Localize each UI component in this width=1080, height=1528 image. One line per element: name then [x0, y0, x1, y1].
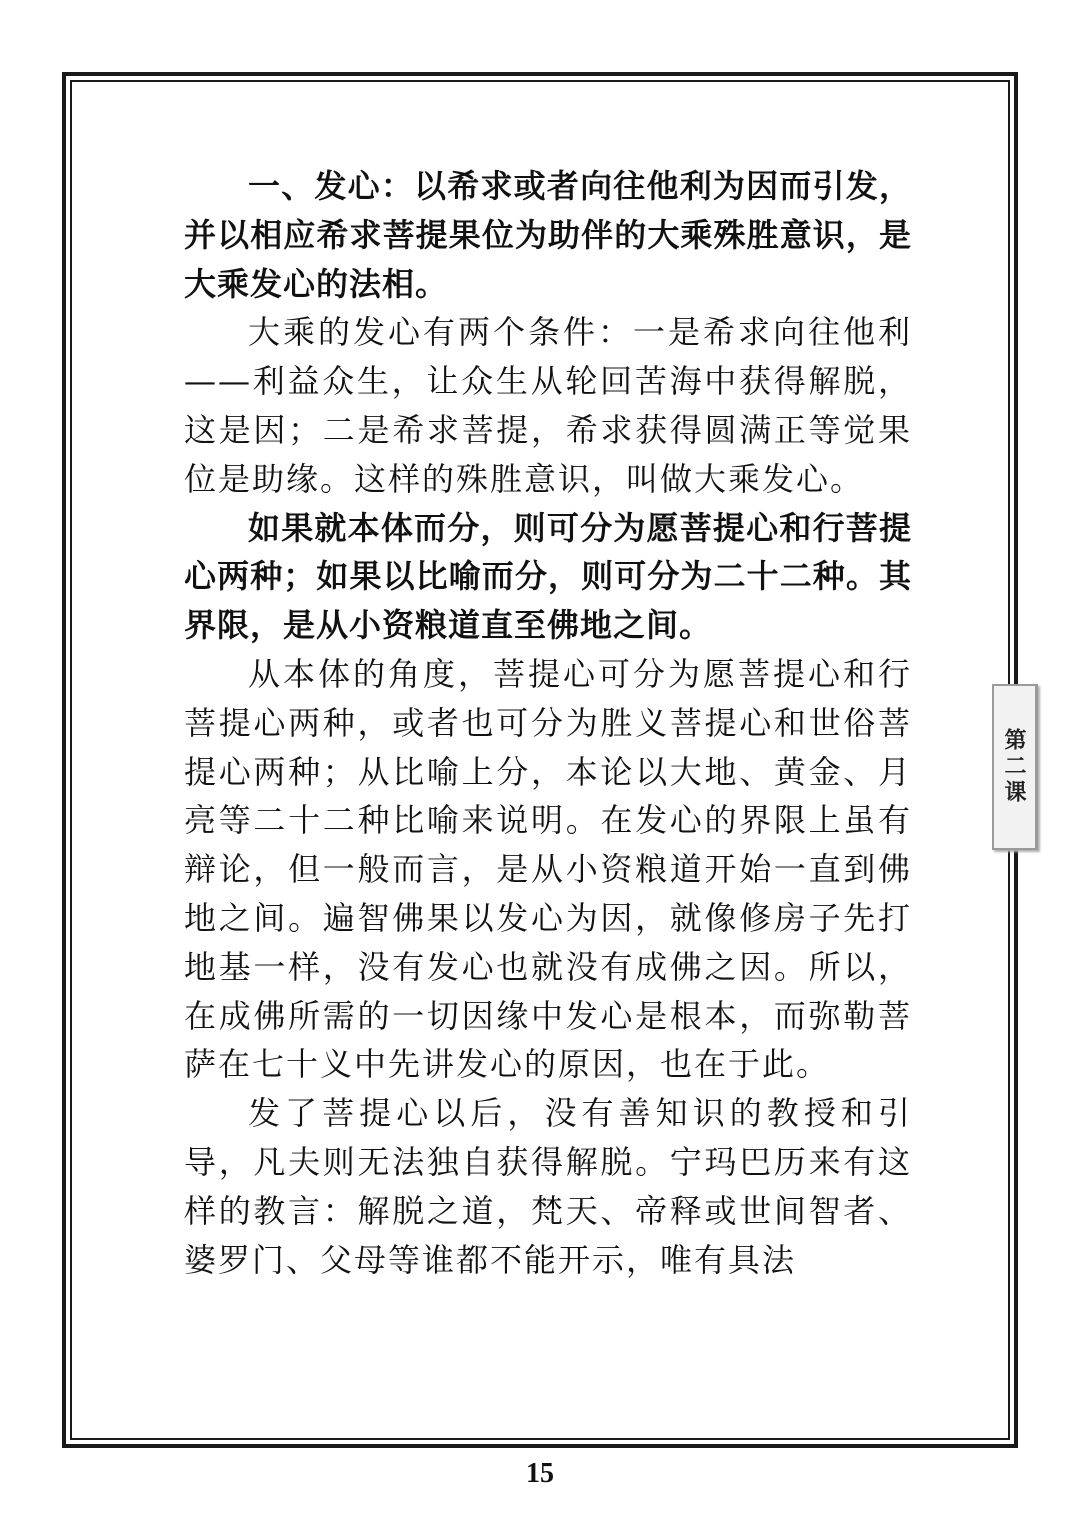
paragraph-commentary: 大乘的发心有两个条件：一是希求向往他利——利益众生，让众生从轮回苦海中获得解脱，这是因；二是希求菩提，希求获得圆满正等觉果位是助缘。这样的殊胜意识，叫做大乘发心。: [184, 313, 912, 498]
chapter-tab-label: 第二课: [1001, 728, 1027, 806]
paragraph-classification: 如果就本体而分，则可分为愿菩提心和行菩提心两种；如果以比喻而分，则可分为二十二种。其界限，是从小资粮道直至佛地之间。: [184, 508, 912, 645]
paragraph-definition: 一、发心：以希求或者向往他利为因而引发，并以相应希求菩提果位为助伴的大乘殊胜意识，是大乘发心的法相。: [184, 167, 912, 303]
paragraph-commentary: 从本体的角度，菩提心可分为愿菩提心和行菩提心两种，或者也可分为胜义菩提心和世俗菩提心两种；从比喻上分，本论以大地、黄金、月亮等二十二种比喻来说明。在发心的界限上虽有辩论，但一般而言，是从小资粮道开始一直到佛地之间。遍智佛果以发心为因，就像修房子先打地基一样，没有发心也就没有成佛之因。所以，在成佛所需的一切因缘中发心是根本，而弥勒菩萨在七十义中先讲发心的原因，也在于此。: [184, 654, 912, 1084]
chapter-tab: [992, 684, 1038, 850]
page-number: 15: [526, 1458, 554, 1489]
body-text: [184, 162, 912, 1284]
paragraph-commentary: 发了菩提心以后，没有善知识的教授和引导，凡夫则无法独自获得解脱。宁玛巴历来有这样的教言：解脱之道，梵天、帝释或世间智者、婆罗门、父母等谁都不能开示，唯有具法: [184, 1094, 912, 1279]
